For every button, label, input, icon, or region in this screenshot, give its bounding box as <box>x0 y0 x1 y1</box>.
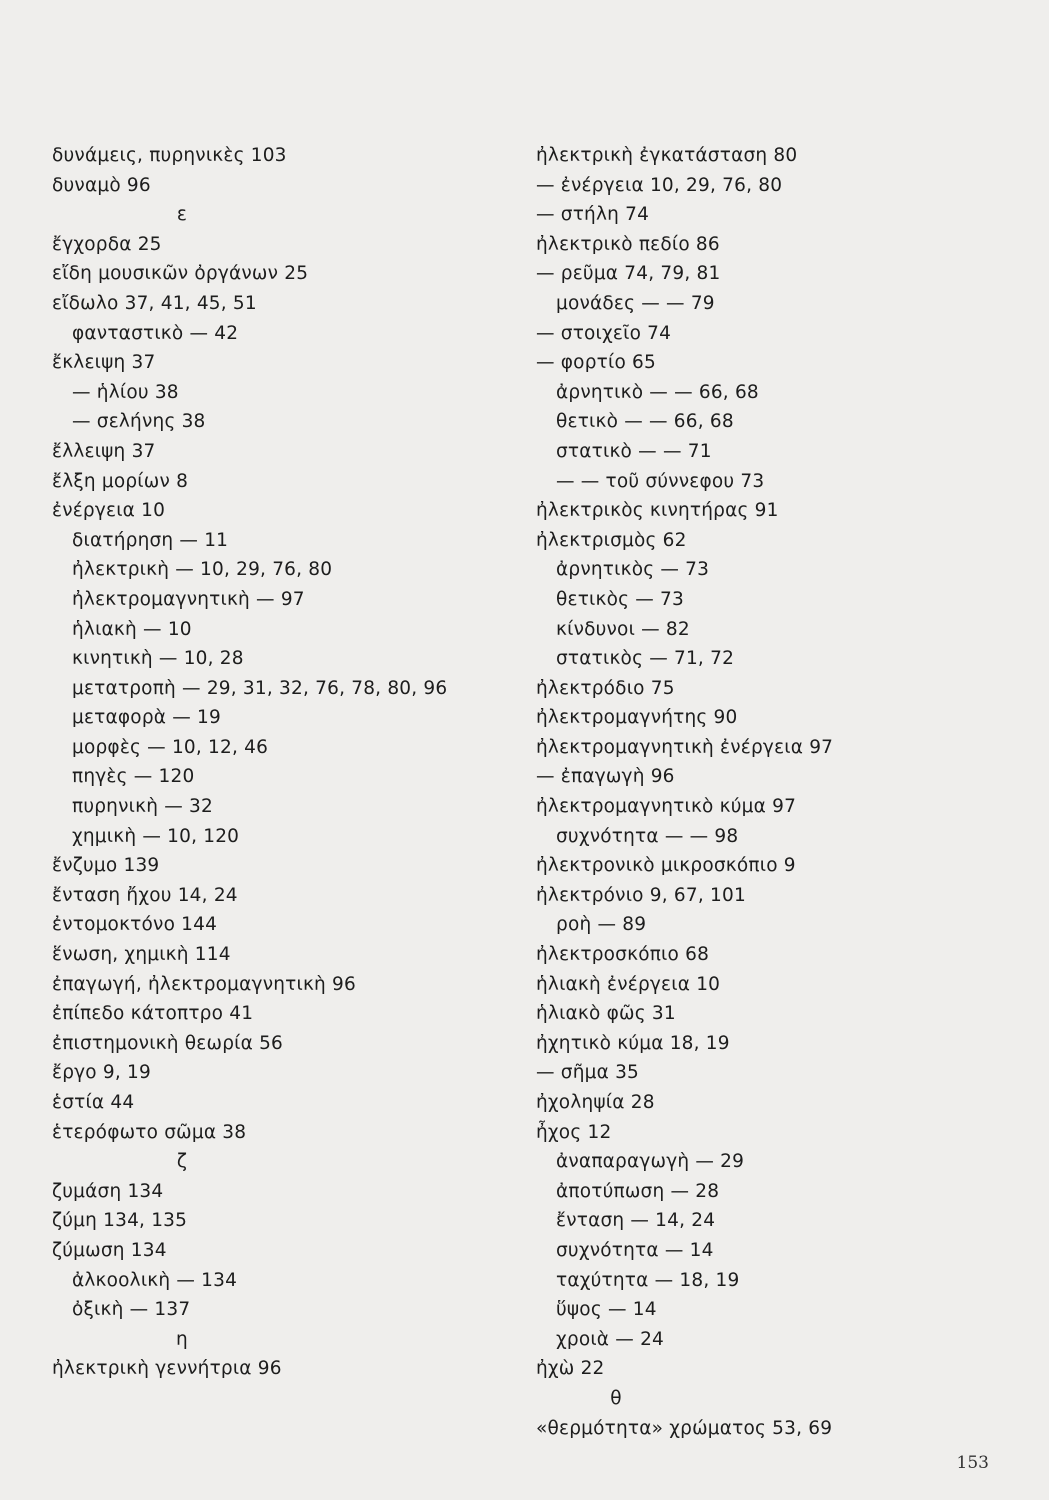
index-entry: ἠλεκτρομαγνήτης 90 <box>536 707 738 729</box>
index-entry: ἠλεκτροσκόπιο 68 <box>536 944 710 966</box>
index-entry: χροιὰ — 24 <box>556 1328 665 1350</box>
index-entry: — σελήνης 38 <box>72 411 206 433</box>
index-entry: στατικὸ — — 71 <box>556 440 712 462</box>
index-entry: ταχύτητα — 18, 19 <box>556 1269 740 1291</box>
index-entry: ἐνέργεια 10 <box>52 500 166 522</box>
index-letter-heading: θ <box>610 1387 622 1409</box>
index-entry: ἐπίπεδο κάτοπτρο 41 <box>52 1003 254 1025</box>
index-entry: ὕψος — 14 <box>556 1299 657 1321</box>
index-entry: ἠχοληψία 28 <box>536 1092 655 1113</box>
index-entry: ἐντομοκτόνο 144 <box>52 914 218 936</box>
index-entry: ἠλεκτρισμὸς 62 <box>536 529 687 551</box>
index-entry: ἑστία 44 <box>52 1092 135 1113</box>
index-entry: μετατροπὴ — 29, 31, 32, 76, 78, 80, 96 <box>72 677 448 699</box>
index-entry: ἠλεκτρικὴ γεννήτρια 96 <box>52 1358 282 1380</box>
index-entry: ἔνταση ἤχου 14, 24 <box>52 884 238 906</box>
index-entry: — ρεῦμα 74, 79, 81 <box>536 263 721 285</box>
index-entry: μεταφορὰ — 19 <box>72 707 221 729</box>
index-entry: ὀξικὴ — 137 <box>72 1299 191 1321</box>
index-entry: — ἐπαγωγὴ 96 <box>536 766 675 788</box>
index-entry: ἔκλειψη 37 <box>52 352 156 374</box>
index-entry: ἀναπαραγωγὴ — 29 <box>556 1151 745 1173</box>
index-entry: ἔνζυμο 139 <box>52 855 160 877</box>
index-entry: ἠλεκτρικὴ ἐγκατάσταση 80 <box>536 145 798 166</box>
index-entry: — φορτίο 65 <box>536 352 656 374</box>
index-entry: — ἡλίου 38 <box>72 381 179 403</box>
page-number: 153 <box>956 1453 989 1473</box>
index-entry: ἑτερόφωτο σῶμα 38 <box>52 1121 247 1143</box>
index-entry: πυρηνικὴ — 32 <box>72 796 213 818</box>
index-entry: ἡλιακὴ — 10 <box>72 618 192 640</box>
index-entry: κίνδυνοι — 82 <box>556 618 690 640</box>
index-entry: ἔλξη μορίων 8 <box>52 470 189 492</box>
index-column-left <box>52 141 502 1384</box>
index-entry: ἀποτύπωση — 28 <box>556 1180 720 1202</box>
index-entry: ἠλεκτρόνιο 9, 67, 101 <box>536 884 746 906</box>
index-entry: ζύμωση 134 <box>52 1239 167 1261</box>
index-entry: θετικὸ — — 66, 68 <box>556 411 734 433</box>
index-entry: — σῆμα 35 <box>536 1062 640 1084</box>
index-entry: ἠλεκτρομαγνητικὸ κύμα 97 <box>536 796 797 818</box>
index-entry: συχνότητα — — 98 <box>556 825 739 847</box>
index-entry: ἀρνητικὸς — 73 <box>556 559 710 581</box>
index-entry: ἐπαγωγή, ἠλεκτρομαγνητικὴ 96 <box>52 973 357 995</box>
index-entry: ἠχὼ 22 <box>536 1358 605 1380</box>
index-entry: εἴδη μουσικῶν ὀργάνων 25 <box>52 263 309 285</box>
index-entry: — ἐνέργεια 10, 29, 76, 80 <box>536 174 783 196</box>
index-entry: ἠλεκτρικὸ πεδίο 86 <box>536 233 720 255</box>
index-entry: μορφὲς — 10, 12, 46 <box>72 736 269 758</box>
index-entry: ἠλεκτρόδιο 75 <box>536 677 675 699</box>
index-entry: θετικὸς — 73 <box>556 588 684 610</box>
index-entry: — στήλη 74 <box>536 204 650 226</box>
index-entry: ἡλιακὴ ἐνέργεια 10 <box>536 973 721 995</box>
index-entry: ζύμη 134, 135 <box>52 1210 188 1232</box>
index-entry: πηγὲς — 120 <box>72 766 195 788</box>
index-entry: φανταστικὸ — 42 <box>72 322 239 344</box>
index-entry: ἔνταση — 14, 24 <box>556 1210 716 1232</box>
index-entry: συχνότητα — 14 <box>556 1239 714 1261</box>
index-entry: ἔγχορδα 25 <box>52 233 162 255</box>
index-entry: στατικὸς — 71, 72 <box>556 648 735 670</box>
index-entry: μονάδες — — 79 <box>556 292 715 314</box>
index-letter-heading: η <box>176 1328 188 1350</box>
index-entry: ἔργο 9, 19 <box>52 1062 151 1084</box>
index-entry: ἐπιστημονικὴ θεωρία 56 <box>52 1032 284 1054</box>
index-entry: ροὴ — 89 <box>556 914 647 936</box>
index-entry: εἴδωλο 37, 41, 45, 51 <box>52 292 257 314</box>
index-entry: ἡλιακὸ φῶς 31 <box>536 1003 676 1025</box>
index-entry: — — τοῦ σύννεφου 73 <box>556 470 765 492</box>
index-entry: ἀλκοολικὴ — 134 <box>72 1269 238 1291</box>
index-entry: ἀρνητικὸ — — 66, 68 <box>556 381 759 403</box>
index-entry: δυνάμεις, πυρηνικὲς 103 <box>52 145 287 166</box>
index-entry: κινητικὴ — 10, 28 <box>72 648 244 670</box>
index-entry: ἠλεκτρικὴ — 10, 29, 76, 80 <box>72 559 333 581</box>
index-entry: «θερμότητα» χρώματος 53, 69 <box>536 1417 833 1439</box>
index-entry: ἠλεκτρομαγνητικὴ — 97 <box>72 588 305 610</box>
index-entry: ἠλεκτρικὸς κινητήρας 91 <box>536 500 779 522</box>
index-column-right <box>536 141 1006 1443</box>
index-entry: — στοιχεῖο 74 <box>536 322 672 344</box>
index-entry: ἠλεκτρομαγνητικὴ ἐνέργεια 97 <box>536 736 834 758</box>
index-entry: ἠλεκτρονικὸ μικροσκόπιο 9 <box>536 855 796 877</box>
index-letter-heading: ζ <box>176 1151 188 1173</box>
index-entry: ζυμάση 134 <box>52 1180 164 1202</box>
index-entry: δυναμὸ 96 <box>52 174 151 196</box>
index-entry: διατήρηση — 11 <box>72 529 229 551</box>
index-letter-heading: ε <box>176 204 188 226</box>
index-entry: ἠχητικὸ κύμα 18, 19 <box>536 1032 730 1054</box>
index-entry: ἔλλειψη 37 <box>52 440 156 462</box>
index-entry: ἕνωση, χημικὴ 114 <box>52 944 231 966</box>
index-entry: ἦχος 12 <box>536 1121 612 1143</box>
index-entry: χημικὴ — 10, 120 <box>72 825 240 847</box>
